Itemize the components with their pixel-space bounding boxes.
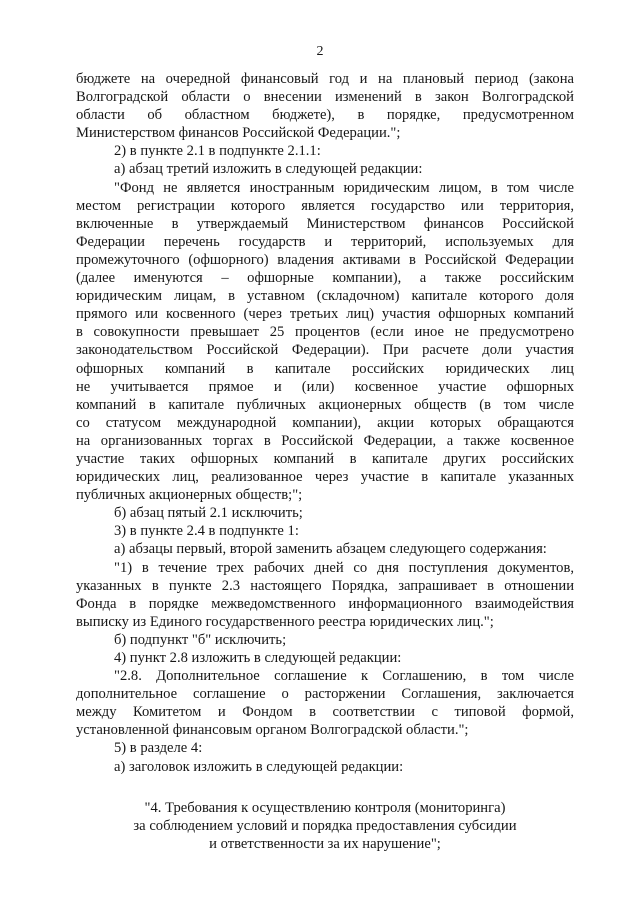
text-line: указанных в пункте 2.3 настоящего Порядка, запрашивает в отношении <box>76 577 574 594</box>
item-2b: б) абзац пятый 2.1 исключить; <box>114 505 303 522</box>
item-3b: б) подпункт "б" исключить; <box>114 631 287 648</box>
text-line: участие таких офшорных компаний в капитале других российских <box>76 450 574 467</box>
text-line: "Фонд не является иностранным юридическим лицом, в том числе <box>114 179 574 196</box>
paragraph-additional-agreement <box>76 667 574 739</box>
text-line: со статусом международной компании), акции которых обращаются <box>76 414 574 431</box>
text-line: включенные в утверждаемый Министерством финансов Российской <box>76 215 574 232</box>
text-line: не учитывается прямое и (или) косвенное участие офшорных <box>76 378 574 395</box>
text-line: установленной финансовым органом Волгоградской области."; <box>76 722 469 739</box>
text-line: законодательством Российской Федерации). При расчете доли участия <box>76 342 574 359</box>
text-line: прямого или косвенного (через третьих лиц) участия офшорных компаний <box>76 306 574 323</box>
item-3-heading: 3) в пункте 2.4 в подпункте 1: <box>114 523 299 540</box>
text-line: в совокупности превышает 25 процентов (если иное не предусмотрено <box>76 324 574 341</box>
item-3a-heading: а) абзацы первый, второй заменить абзацем следующего содержания: <box>114 541 547 558</box>
heading-line: и ответственности за их нарушение"; <box>209 835 441 852</box>
heading-line: за соблюдением условий и порядка предоставления субсидии <box>133 817 517 834</box>
text-line: публичных акционерных обществ;"; <box>76 487 303 504</box>
page-number: 2 <box>316 44 324 59</box>
text-line: Федерации перечень государств и территорий, используемых для <box>76 233 574 250</box>
text-line: дополнительное соглашение о расторжении Соглашения, заключается <box>76 686 574 703</box>
paragraph-budget-law <box>76 70 574 142</box>
item-2a-heading: а) абзац третий изложить в следующей редакции: <box>114 161 423 178</box>
text-line: на организованных торгах в Российской Федерации, а также косвенное <box>76 432 574 449</box>
section-4-title <box>76 799 574 853</box>
text-line: местом регистрации которого является государство или территория, <box>76 197 574 214</box>
text-line: бюджете на очередной финансовый год и на плановый период (закона <box>76 71 574 87</box>
text-line: Волгоградской области о внесении изменений в закон Волгоградской <box>76 89 574 106</box>
document-body <box>76 70 574 853</box>
text-line: юридических лиц, реализованное через участие в капитале указанных <box>76 469 574 486</box>
heading-line: "4. Требования к осуществлению контроля (мониторинга) <box>144 799 506 816</box>
text-line: промежуточного (офшорного) владения активами в Российской Федерации <box>76 251 574 268</box>
paragraph-fund-offshore <box>76 179 574 505</box>
text-line: компаний в капитале публичных акционерных обществ (в том числе <box>76 396 574 413</box>
text-line: "1) в течение трех рабочих дней со дня поступления документов, <box>114 559 574 576</box>
text-line: "2.8. Дополнительное соглашение к Соглашению, в том числе <box>114 668 574 685</box>
item-4-heading: 4) пункт 2.8 изложить в следующей редакции: <box>114 650 402 666</box>
item-5a-heading: а) заголовок изложить в следующей редакции: <box>114 758 404 775</box>
text-line: выписку из Единого государственного реестра юридических лиц."; <box>76 613 494 630</box>
item-2-heading: 2) в пункте 2.1 в подпункте 2.1.1: <box>114 143 321 160</box>
text-line: (далее именуются – офшорные компании), а также российским <box>76 270 574 287</box>
text-line: офшорных компаний в капитале российских юридических лиц <box>76 360 574 377</box>
paragraph-extract-request <box>76 559 574 631</box>
item-5-heading: 5) в разделе 4: <box>114 740 203 757</box>
text-line: области об областном бюджете), в порядке, предусмотренном <box>76 107 574 124</box>
spacer <box>76 776 574 799</box>
text-line: Министерством финансов Российской Федерации."; <box>76 125 401 142</box>
text-line: между Комитетом и Фондом в соответствии с типовой формой, <box>76 704 574 721</box>
text-line: юридическим лицам, в уставном (складочном) капитале которого доля <box>76 288 574 305</box>
text-line: Фонда в порядке межведомственного информационного взаимодействия <box>76 595 574 612</box>
